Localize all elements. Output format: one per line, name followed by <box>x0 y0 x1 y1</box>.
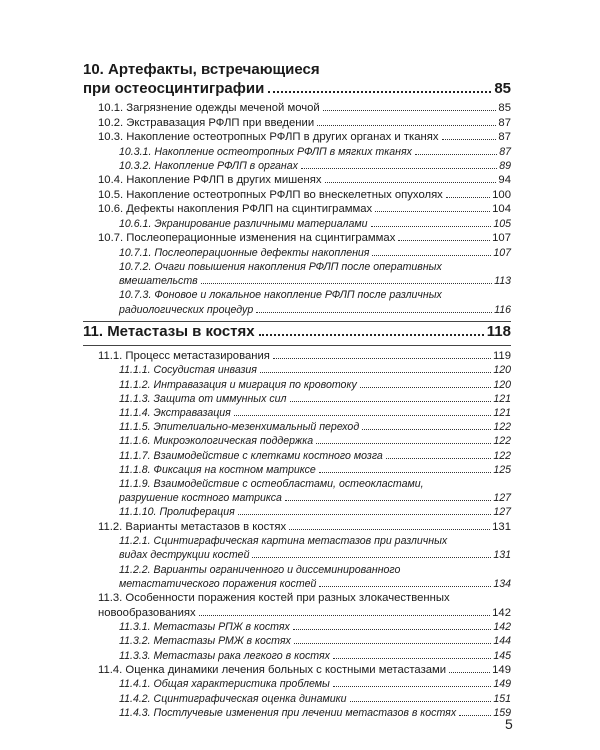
leader-dots <box>238 514 492 515</box>
entry-page-number: 107 <box>493 246 511 259</box>
entry-line <box>119 706 511 720</box>
entry-page-number: 121 <box>493 406 511 419</box>
chapter-10 <box>83 60 511 317</box>
entry-page-number: 104 <box>492 203 511 216</box>
entry-line <box>98 173 511 188</box>
entry-page-number: 122 <box>493 435 511 448</box>
entry-line <box>119 378 511 392</box>
leader-dots <box>350 701 492 702</box>
entry-title: радиологических процедур <box>119 303 254 316</box>
entry-title: 11.1. Процесс метастазирования <box>98 349 270 362</box>
entry-line <box>119 449 511 463</box>
entry-page-number: 125 <box>493 463 511 476</box>
leader-dots <box>260 372 491 373</box>
leader-dots <box>294 643 491 644</box>
chapter-divider <box>83 345 511 346</box>
entry-line <box>119 677 511 691</box>
toc-section-entry <box>83 130 511 145</box>
entry-page-number: 94 <box>498 174 511 187</box>
entry-page-number: 116 <box>494 303 511 316</box>
leader-dots <box>323 110 497 111</box>
entry-title: метастатического поражения костей <box>119 577 317 590</box>
entry-line <box>98 349 511 364</box>
entry-title: видах деструкции костей <box>119 549 250 562</box>
entry-title: 10.6.1. Экранирование различными материалами <box>119 217 368 230</box>
entry-title: 11.1.1. Сосудистая инвазия <box>119 364 257 377</box>
entry-line <box>98 606 511 621</box>
entry-title: 10.7.1. Послеоперационные дефекты накопления <box>119 246 370 259</box>
leader-dots <box>362 429 491 430</box>
toc-section-entry <box>83 101 511 116</box>
entry-page-number: 119 <box>492 349 511 362</box>
entry-title: разрушение костного матрикса <box>119 492 282 505</box>
entry-title-line: 11.1.9. Взаимодействие с остеобластами, остеокластами, <box>119 478 424 490</box>
entry-title: 11.3.3. Метастазы рака легкого в костях <box>119 649 330 662</box>
entry-page-number: 87 <box>498 116 511 129</box>
entry-page-number: 87 <box>499 145 511 158</box>
leader-dots <box>360 387 492 388</box>
entry-page-number: 121 <box>493 392 511 405</box>
toc-subsection-entry <box>83 434 511 448</box>
entry-title: новообразованиях <box>98 606 196 619</box>
entry-title: 11.1.6. Микроэкологическая поддержка <box>119 435 314 448</box>
entry-title: 11.1.2. Интравазация и миграция по кровотоку <box>119 378 357 391</box>
chapter-title <box>83 60 511 79</box>
entry-line <box>119 392 511 406</box>
entry-title-line: 11.3. Особенности поражения костей при разных злокачественных <box>98 592 450 605</box>
toc-section-entry <box>83 116 511 131</box>
entry-page-number: 89 <box>499 159 511 172</box>
leader-dots <box>234 415 491 416</box>
entry-page-number: 122 <box>493 449 511 462</box>
entry-line <box>98 101 511 116</box>
chapter-11 <box>83 321 511 720</box>
entry-title: 11.1.5. Эпителиально-мезенхимальный переход <box>119 421 360 434</box>
leader-dots <box>201 283 492 284</box>
entry-page-number: 151 <box>493 692 511 705</box>
toc-section-entry <box>83 173 511 188</box>
entry-page-number: 159 <box>493 706 511 719</box>
entry-line <box>119 420 511 434</box>
leader-dots <box>372 255 491 256</box>
entry-page-number: 87 <box>498 131 511 144</box>
toc-subsection-entry <box>83 363 511 377</box>
entry-line <box>98 130 511 145</box>
entry-title: 10.4. Накопление РФЛП в других мишенях <box>98 174 322 187</box>
leader-dots <box>252 557 491 558</box>
leader-dots <box>398 240 490 241</box>
toc-section-entry <box>83 520 511 535</box>
leader-dots <box>325 182 497 183</box>
page-number: 5 <box>505 716 513 732</box>
entry-title: 10.2. Экстравазация РФЛП при введении <box>98 116 315 129</box>
entry-title: 11.1.10. Пролиферация <box>119 506 235 519</box>
entry-title: 10.5. Накопление остеотропных РФЛП во внескелетных опухолях <box>98 188 443 201</box>
chapter-11-entries <box>83 349 511 720</box>
toc-subsection-entry <box>83 406 511 420</box>
toc-section-entry <box>83 591 511 620</box>
entry-title: 10.3. Накопление остеотропных РФЛП в других органах и тканях <box>98 131 439 144</box>
toc-subsection-entry <box>83 534 511 562</box>
entry-line <box>119 217 511 231</box>
chapter-10-entries <box>83 101 511 317</box>
chapter-10-heading <box>83 60 511 98</box>
leader-dots <box>289 529 490 530</box>
entry-line <box>119 463 511 477</box>
leader-dots <box>386 458 491 459</box>
table-of-contents <box>83 60 511 720</box>
leader-dots <box>290 401 492 402</box>
entry-title: 11.1.4. Экстравазация <box>119 406 231 419</box>
entry-title: 10.7. Послеоперационные изменения на сцинтиграммах <box>98 232 396 245</box>
toc-subsection-entry <box>83 145 511 159</box>
entry-page-number: 149 <box>492 663 511 676</box>
entry-page-number: 134 <box>493 577 511 590</box>
toc-subsection-entry <box>83 677 511 691</box>
entry-line <box>98 663 511 678</box>
leader-dots <box>319 472 492 473</box>
toc-subsection-entry <box>83 260 511 288</box>
chapter-page: 118 <box>486 322 511 340</box>
leader-dots <box>293 629 492 630</box>
toc-subsection-entry <box>83 420 511 434</box>
entry-page-number: 149 <box>493 678 511 691</box>
toc-section-entry <box>83 202 511 217</box>
entry-page-number: 105 <box>493 217 511 230</box>
entry-line <box>119 303 511 317</box>
chapter-title-text: 11. Метастазы в костях <box>83 322 255 340</box>
toc-subsection-entry <box>83 463 511 477</box>
entry-page-number: 120 <box>493 364 511 377</box>
toc-subsection-entry <box>83 563 511 591</box>
leader-dots <box>446 197 490 198</box>
entry-page-number: 144 <box>493 635 511 648</box>
entry-page-number: 122 <box>493 421 511 434</box>
entry-line <box>119 634 511 648</box>
entry-title: 11.3.1. Метастазы РПЖ в костях <box>119 621 290 634</box>
toc-section-entry <box>83 663 511 678</box>
entry-line <box>119 145 511 159</box>
entry-line <box>98 520 511 535</box>
entry-title: 10.3.2. Накопление РФЛП в органах <box>119 159 298 172</box>
leader-dots <box>285 500 491 501</box>
entry-line <box>119 246 511 260</box>
toc-subsection-entry <box>83 217 511 231</box>
entry-page-number: 142 <box>492 606 511 619</box>
entry-line <box>119 491 511 505</box>
leader-dots <box>316 443 491 444</box>
entry-line <box>119 434 511 448</box>
leader-dots <box>333 658 491 659</box>
toc-subsection-entry <box>83 692 511 706</box>
toc-section-entry <box>83 349 511 364</box>
leader-dots <box>449 672 490 673</box>
entry-line <box>119 406 511 420</box>
entry-title-line: 11.2.1. Сцинтиграфическая картина метастазов при различных <box>119 535 448 548</box>
leader-dots <box>301 168 497 169</box>
leader-dots <box>459 715 491 716</box>
chapter-title-line <box>83 79 511 98</box>
toc-subsection-entry <box>83 634 511 648</box>
entry-title: 10.1. Загрязнение одежды меченой мочой <box>98 102 320 114</box>
entry-line <box>119 363 511 377</box>
entry-title: 11.4. Оценка динамики лечения больных с костными метастазами <box>98 663 447 676</box>
entry-page-number: 142 <box>493 621 511 634</box>
entry-line <box>98 231 511 246</box>
chapter-title-line-2: при остеосцинтиграфии <box>83 80 265 97</box>
chapter-title <box>83 322 511 341</box>
toc-subsection-entry <box>83 505 511 519</box>
toc-subsection-entry <box>83 449 511 463</box>
entry-title: 11.4.2. Сцинтиграфическая оценка динамики <box>119 692 347 705</box>
leader-dots <box>273 358 491 359</box>
entry-line <box>98 202 511 217</box>
leader-dots <box>375 211 490 212</box>
leader-dots <box>199 615 490 616</box>
entry-page-number: 113 <box>494 275 511 288</box>
entry-line <box>119 649 511 663</box>
entry-line <box>119 620 511 634</box>
entry-line <box>119 505 511 519</box>
entry-title: 11.1.3. Защита от иммунных сил <box>119 392 287 405</box>
entry-page-number: 127 <box>493 492 511 505</box>
entry-line <box>98 188 511 203</box>
toc-subsection-entry <box>83 392 511 406</box>
leader-dots <box>333 686 491 687</box>
entry-page-number: 127 <box>493 506 511 519</box>
entry-line <box>119 274 511 288</box>
leader-dots <box>259 334 484 336</box>
entry-title: 11.2. Варианты метастазов в костях <box>98 520 287 533</box>
entry-page-number: 100 <box>492 188 511 201</box>
entry-title-line: 11.2.2. Варианты ограниченного и диссеминированного <box>119 563 401 576</box>
toc-subsection-entry <box>83 246 511 260</box>
entry-line <box>119 159 511 173</box>
entry-title: вмешательств <box>119 275 198 288</box>
leader-dots <box>371 226 492 227</box>
toc-subsection-entry <box>83 159 511 173</box>
entry-line <box>119 548 511 562</box>
entry-title: 11.3.2. Метастазы РМЖ в костях <box>119 635 291 648</box>
toc-section-entry <box>83 231 511 246</box>
entry-page-number: 107 <box>492 232 511 245</box>
entry-title: 11.4.1. Общая характеристика проблемы <box>119 678 330 691</box>
entry-line <box>119 692 511 706</box>
entry-title-line: 10.7.2. Очаги повышения накопления РФЛП после оперативных <box>119 260 442 273</box>
entry-title: 10.3.1. Накопление остеотропных РФЛП в мягких тканях <box>119 145 412 158</box>
entry-page-number: 120 <box>493 378 511 391</box>
entry-page-number: 145 <box>493 649 511 662</box>
entry-title: 11.1.8. Фиксация на костном матриксе <box>119 463 316 476</box>
entry-page-number: 85 <box>498 102 511 114</box>
toc-subsection-entry <box>83 288 511 316</box>
toc-subsection-entry <box>83 649 511 663</box>
leader-dots <box>442 139 497 140</box>
leader-dots <box>268 91 491 93</box>
leader-dots <box>415 154 497 155</box>
entry-title: 10.6. Дефекты накопления РФЛП на сцинтиграммах <box>98 203 373 216</box>
entry-title: 11.1.7. Взаимодействие с клетками костного мозга <box>119 449 383 462</box>
leader-dots <box>317 125 496 126</box>
entry-page-number: 131 <box>492 520 511 533</box>
entry-title: 11.4.3. Постлучевые изменения при лечении метастазов в костях <box>119 706 457 719</box>
entry-page-number: 131 <box>493 549 511 562</box>
chapter-title-line-1: 10. Артефакты, встречающиеся <box>83 61 320 78</box>
toc-subsection-entry <box>83 378 511 392</box>
entry-title-line: 10.7.3. Фоновое и локальное накопление РФЛП после различных <box>119 289 442 302</box>
entry-line <box>119 577 511 591</box>
entry-line <box>98 116 511 131</box>
leader-dots <box>256 312 492 313</box>
toc-subsection-entry <box>83 706 511 720</box>
toc-subsection-entry <box>83 620 511 634</box>
toc-section-entry <box>83 188 511 203</box>
chapter-page: 85 <box>494 80 511 97</box>
leader-dots <box>319 586 491 587</box>
toc-subsection-entry <box>83 477 511 505</box>
